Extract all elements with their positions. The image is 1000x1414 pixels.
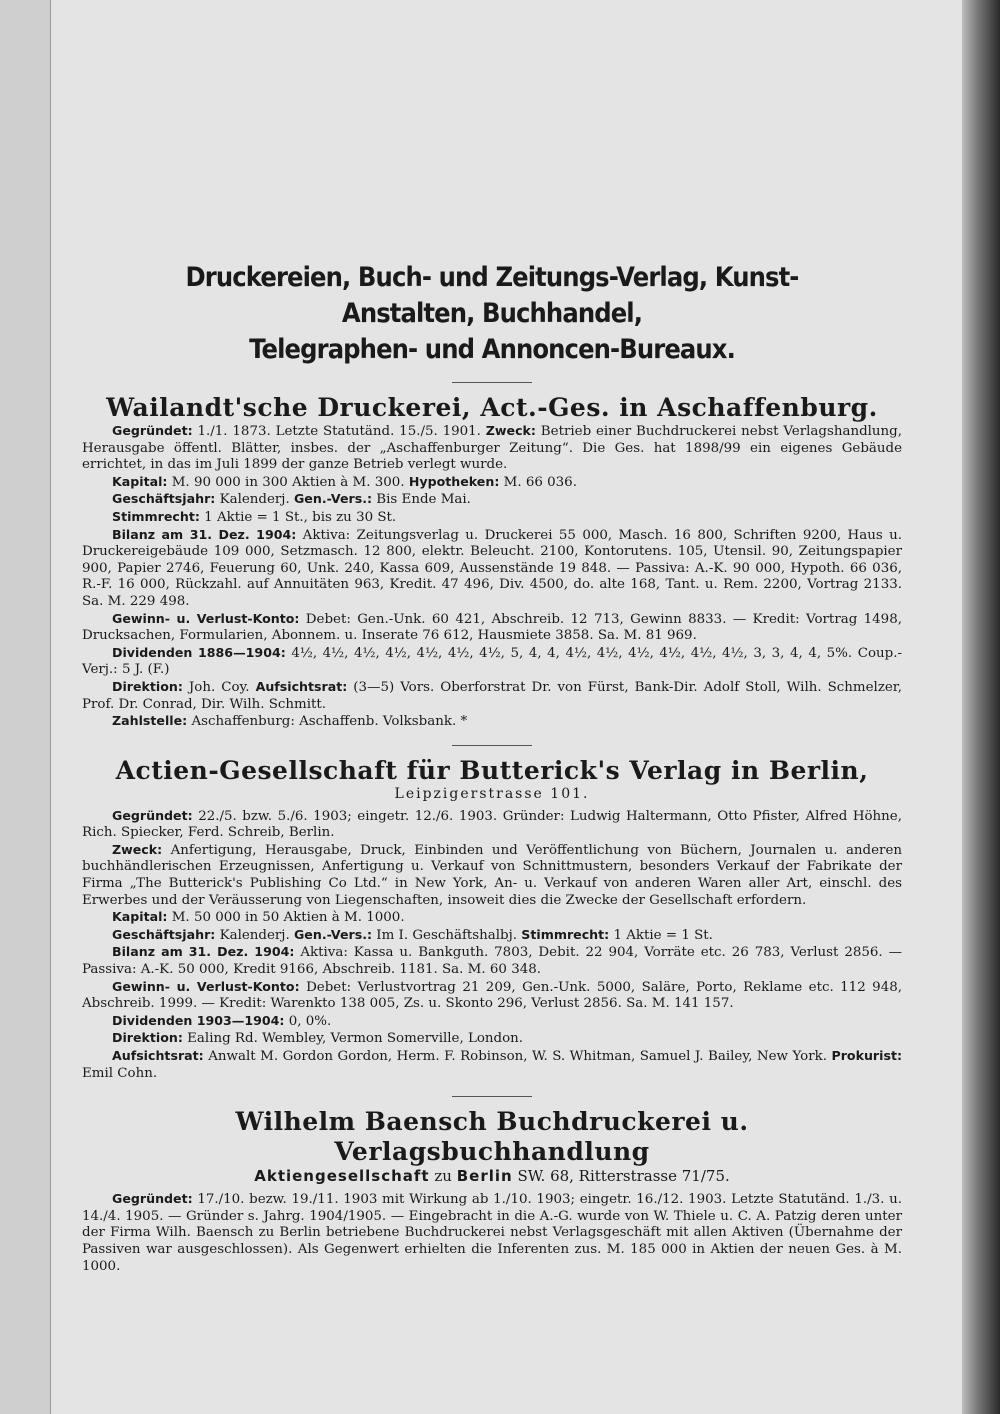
field-key: Dividenden 1903—1904: — [112, 1012, 285, 1028]
field-key: Zweck: — [112, 841, 163, 857]
field-key: Prokurist: — [831, 1048, 902, 1063]
field-key: Gegründet: — [112, 807, 193, 823]
company-paragraph — [82, 808, 902, 842]
company-paragraph — [82, 509, 902, 527]
company-paragraph — [82, 679, 902, 713]
field-key: Aufsichtsrat: — [112, 1048, 204, 1063]
field-key: Dividenden 1886—1904: — [112, 644, 286, 660]
field-key: Geschäftsjahr: — [112, 491, 216, 507]
field-text: Bis Ende Mai. — [372, 492, 471, 508]
field-key: Direktion: — [112, 1030, 183, 1046]
field-text: M. 66 036. — [499, 474, 577, 490]
field-text: (3—5) Vors. Oberforstrat Dr. von Fürst, Bank-Dir. Adolf Stoll, Wilh. Schmelzer, Prof. Dr. Conrad, Dir. Wilh. Schmitt. — [82, 679, 902, 712]
field-key: Gewinn- u. Verlust-Konto: — [112, 978, 300, 994]
company-paragraph — [82, 1048, 902, 1082]
field-key: Direktion: — [112, 678, 183, 694]
field-text: Debet: Verlustvortrag 21 209, Gen.-Unk. 5000, Saläre, Porto, Reklame etc. 112 948, Abschreib. 1999. — Kredit: Warenkto 138 005, Zs. u. Skonto 296, Verlust 2856. Sa. M. 141 157. — [82, 979, 902, 1012]
company-paragraph — [82, 1013, 902, 1031]
company-address: Leipzigerstrasse 101. — [394, 785, 590, 802]
field-key: Kapital: — [112, 473, 168, 489]
company-paragraph — [82, 909, 902, 927]
field-key: Zweck: — [485, 423, 536, 438]
company-paragraph — [82, 474, 902, 492]
company-paragraph — [82, 611, 902, 645]
field-key: Gen.-Vers.: — [293, 491, 373, 507]
company-title: Wilhelm Baensch Buchdruckerei u. Verlagsbuchhandlung — [235, 1107, 749, 1167]
field-key: Aufsichtsrat: — [255, 678, 348, 694]
field-text: M. 50 000 in 50 Aktien à M. 1000. — [167, 910, 405, 926]
field-text: Joh. Coy. — [182, 679, 256, 695]
field-text: 22./5. bzw. 5./6. 1903; eingetr. 12./6. 1903. Gründer: Ludwig Haltermann, Otto Pfister, Alfred Höhne, Rich. Spiecker, Ferd. Schreib, Berlin. — [82, 808, 902, 841]
field-text: 1./1. 1873. Letzte Statutänd. 15./5. 1901. — [192, 424, 486, 439]
section-title-line-2: Telegraphen- und Annoncen-Bureaux. — [249, 334, 735, 365]
divider-rule — [452, 382, 532, 383]
company-paragraph — [82, 1191, 902, 1275]
field-key: Geschäftsjahr: — [112, 926, 216, 942]
field-text: Ealing Rd. Wembley, Vermon Somerville, London. — [182, 1031, 524, 1047]
section-heading — [123, 260, 861, 368]
field-key: Gen.-Vers.: — [293, 926, 373, 942]
field-key: Hypotheken: — [408, 473, 500, 489]
company-paragraph — [82, 979, 902, 1013]
left-page-margin — [0, 0, 51, 1414]
field-text: 17./10. bezw. 19./11. 1903 mit Wirkung ab 1./10. 1903; eingetr. 16./12. 1903. Letzte Statutänd. 1./3. u. 14./4. 1905. — Gründer s. Jahrg. 1904/1905. — Eingebracht in die A.-G. wurde von W. Thiele u. C. A. Patzig deren unter der Firma Wilh. Baensch zu Berlin betriebene Buchdruckerei nebst Verlagsgeschäft mit allen Aktiven (Übernahme der Passiven war ausgeschlossen). Als Gegenwert erhielten die Inferenten zus. M. 185 000 in Aktien der neuen Ges. à M. 1000. — [82, 1192, 902, 1274]
field-key: Bilanz am 31. Dez. 1904: — [112, 526, 297, 542]
field-key: Bilanz am 31. Dez. 1904: — [112, 944, 295, 960]
company-paragraph — [82, 491, 902, 509]
field-text: 1 Aktie = 1 St., bis zu 30 St. — [199, 509, 397, 525]
company-paragraph — [82, 713, 902, 731]
company-paragraph — [82, 1030, 902, 1048]
company-entry — [82, 756, 902, 1083]
field-key: Gegründet: — [112, 423, 193, 438]
company-title: Wailandt'sche Druckerei, Act.-Ges. in Aschaffenburg. — [106, 393, 878, 422]
field-text: Aktiva: Zeitungsverlag u. Druckerei 55 000, Masch. 16 800, Schriften 9200, Haus u. Druckereigebäude 109 000, Setzmasch. 12 800, elektr. Beleucht. 2100, Kontorutens. 105, Utensil. 90, Zeitungspapier 900, Papier 2746, Feuerung 60, Unk. 240, Kassa 609, Aussenstände 19 848. — Passiva: A.-K. 90 000, Hypoth. 66 036, R.-F. 16 000, Rückzahl. auf Annuitäten 963, Kredit. 47 496, Div. 4500, do. alte 168, Tant. u. Rem. 2200, Vortrag 2133. Sa. M. 229 498. — [82, 527, 902, 609]
company-title: Actien-Gesellschaft für Butterick's Verlag in Berlin, — [115, 755, 869, 785]
field-key: Stimmrecht: — [112, 508, 200, 524]
company-paragraph — [82, 927, 902, 945]
subline-text: SW. 68, Ritterstrasse 71/75. — [512, 1167, 730, 1186]
company-entry — [82, 1107, 902, 1275]
company-paragraph — [82, 423, 902, 474]
field-text: 4½, 4½, 4½, 4½, 4½, 4½, 4½, 5, 4, 4, 4½, 4½, 4½, 4½, 4½, 4½, 3, 3, 4, 4, 5%. Coup.-Verj.: 5 J. (F.) — [82, 645, 902, 678]
subline-bold: Berlin — [456, 1167, 513, 1186]
field-text: Betrieb einer Buchdruckerei nebst Verlagshandlung, Herausgabe öffentl. Blätter, insbes. der „Aschaffenburger Zeitung“. Die Ges. hat 1898/99 ein eigenes Gebäude errichtet, in das im Juli 1899 der ganze Betrieb verlegt wurde. — [82, 424, 903, 473]
binding-edge — [962, 0, 1000, 1414]
field-text: Im I. Geschäftshalbj. — [372, 927, 522, 943]
divider-rule — [452, 1096, 532, 1097]
field-text: M. 90 000 in 300 Aktien à M. 300. — [167, 474, 409, 490]
field-key: Kapital: — [112, 909, 168, 925]
field-key: Gegründet: — [112, 1191, 193, 1207]
company-paragraph — [82, 527, 902, 611]
company-paragraph — [82, 645, 902, 679]
field-text: Kalenderj. — [215, 927, 294, 943]
field-key: Stimmrecht: — [521, 926, 610, 942]
subline-text: zu — [429, 1167, 457, 1186]
field-text: Emil Cohn. — [82, 1065, 158, 1081]
field-text: Kalenderj. — [215, 492, 294, 508]
page-content — [82, 260, 902, 1281]
subline-bold: Aktiengesellschaft — [254, 1167, 430, 1186]
company-paragraph — [82, 944, 902, 978]
field-text: Anfertigung, Herausgabe, Druck, Einbinden und Veröffentlichung von Büchern, Journalen u. anderen buchhändlerischen Erzeugnissen, Anfertigung u. Verkauf von Schnittmustern, besonders Verkauf der Fabrikate der Firma „The Butterick's Publishing Co Ltd.“ in New York, An- u. Verkauf von anderen Waren aller Art, einschl. des Erwerbes und der Veräusserung von Liegenschaften, insoweit dies die Zwecke der Gesellschaft erfordern. — [82, 842, 902, 908]
field-text: Debet: Gen.-Unk. 60 421, Abschreib. 12 713, Gewinn 8833. — Kredit: Vortrag 1498, Drucksachen, Formularien, Abonnem. u. Inserate 76 612, Hausmiete 3858. Sa. M. 81 969. — [82, 611, 902, 644]
company-paragraph — [82, 842, 902, 909]
company-entry — [82, 393, 902, 731]
field-text: 0, 0%. — [284, 1013, 332, 1029]
field-text: 1 Aktie = 1 St. — [609, 927, 713, 943]
field-text: Anwalt M. Gordon Gordon, Herm. F. Robinson, W. S. Whitman, Samuel J. Bailey, New York. — [203, 1049, 832, 1064]
divider-rule — [452, 745, 532, 746]
field-text: Aschaffenburg: Aschaffenb. Volksbank. * — [187, 714, 468, 730]
field-text: Aktiva: Kassa u. Bankguth. 7803, Debit. 22 904, Vorräte etc. 26 783, Verlust 2856. — Passiva: A.-K. 50 000, Kredit 9166, Abschreib. 1181. Sa. M. 60 348. — [82, 945, 902, 978]
field-key: Gewinn- u. Verlust-Konto: — [112, 610, 300, 626]
section-title-line-1: Druckereien, Buch- und Zeitungs-Verlag, Kunst-Anstalten, Buchhandel, — [185, 262, 799, 329]
company-subline — [82, 1167, 902, 1185]
field-key: Zahlstelle: — [112, 713, 188, 729]
